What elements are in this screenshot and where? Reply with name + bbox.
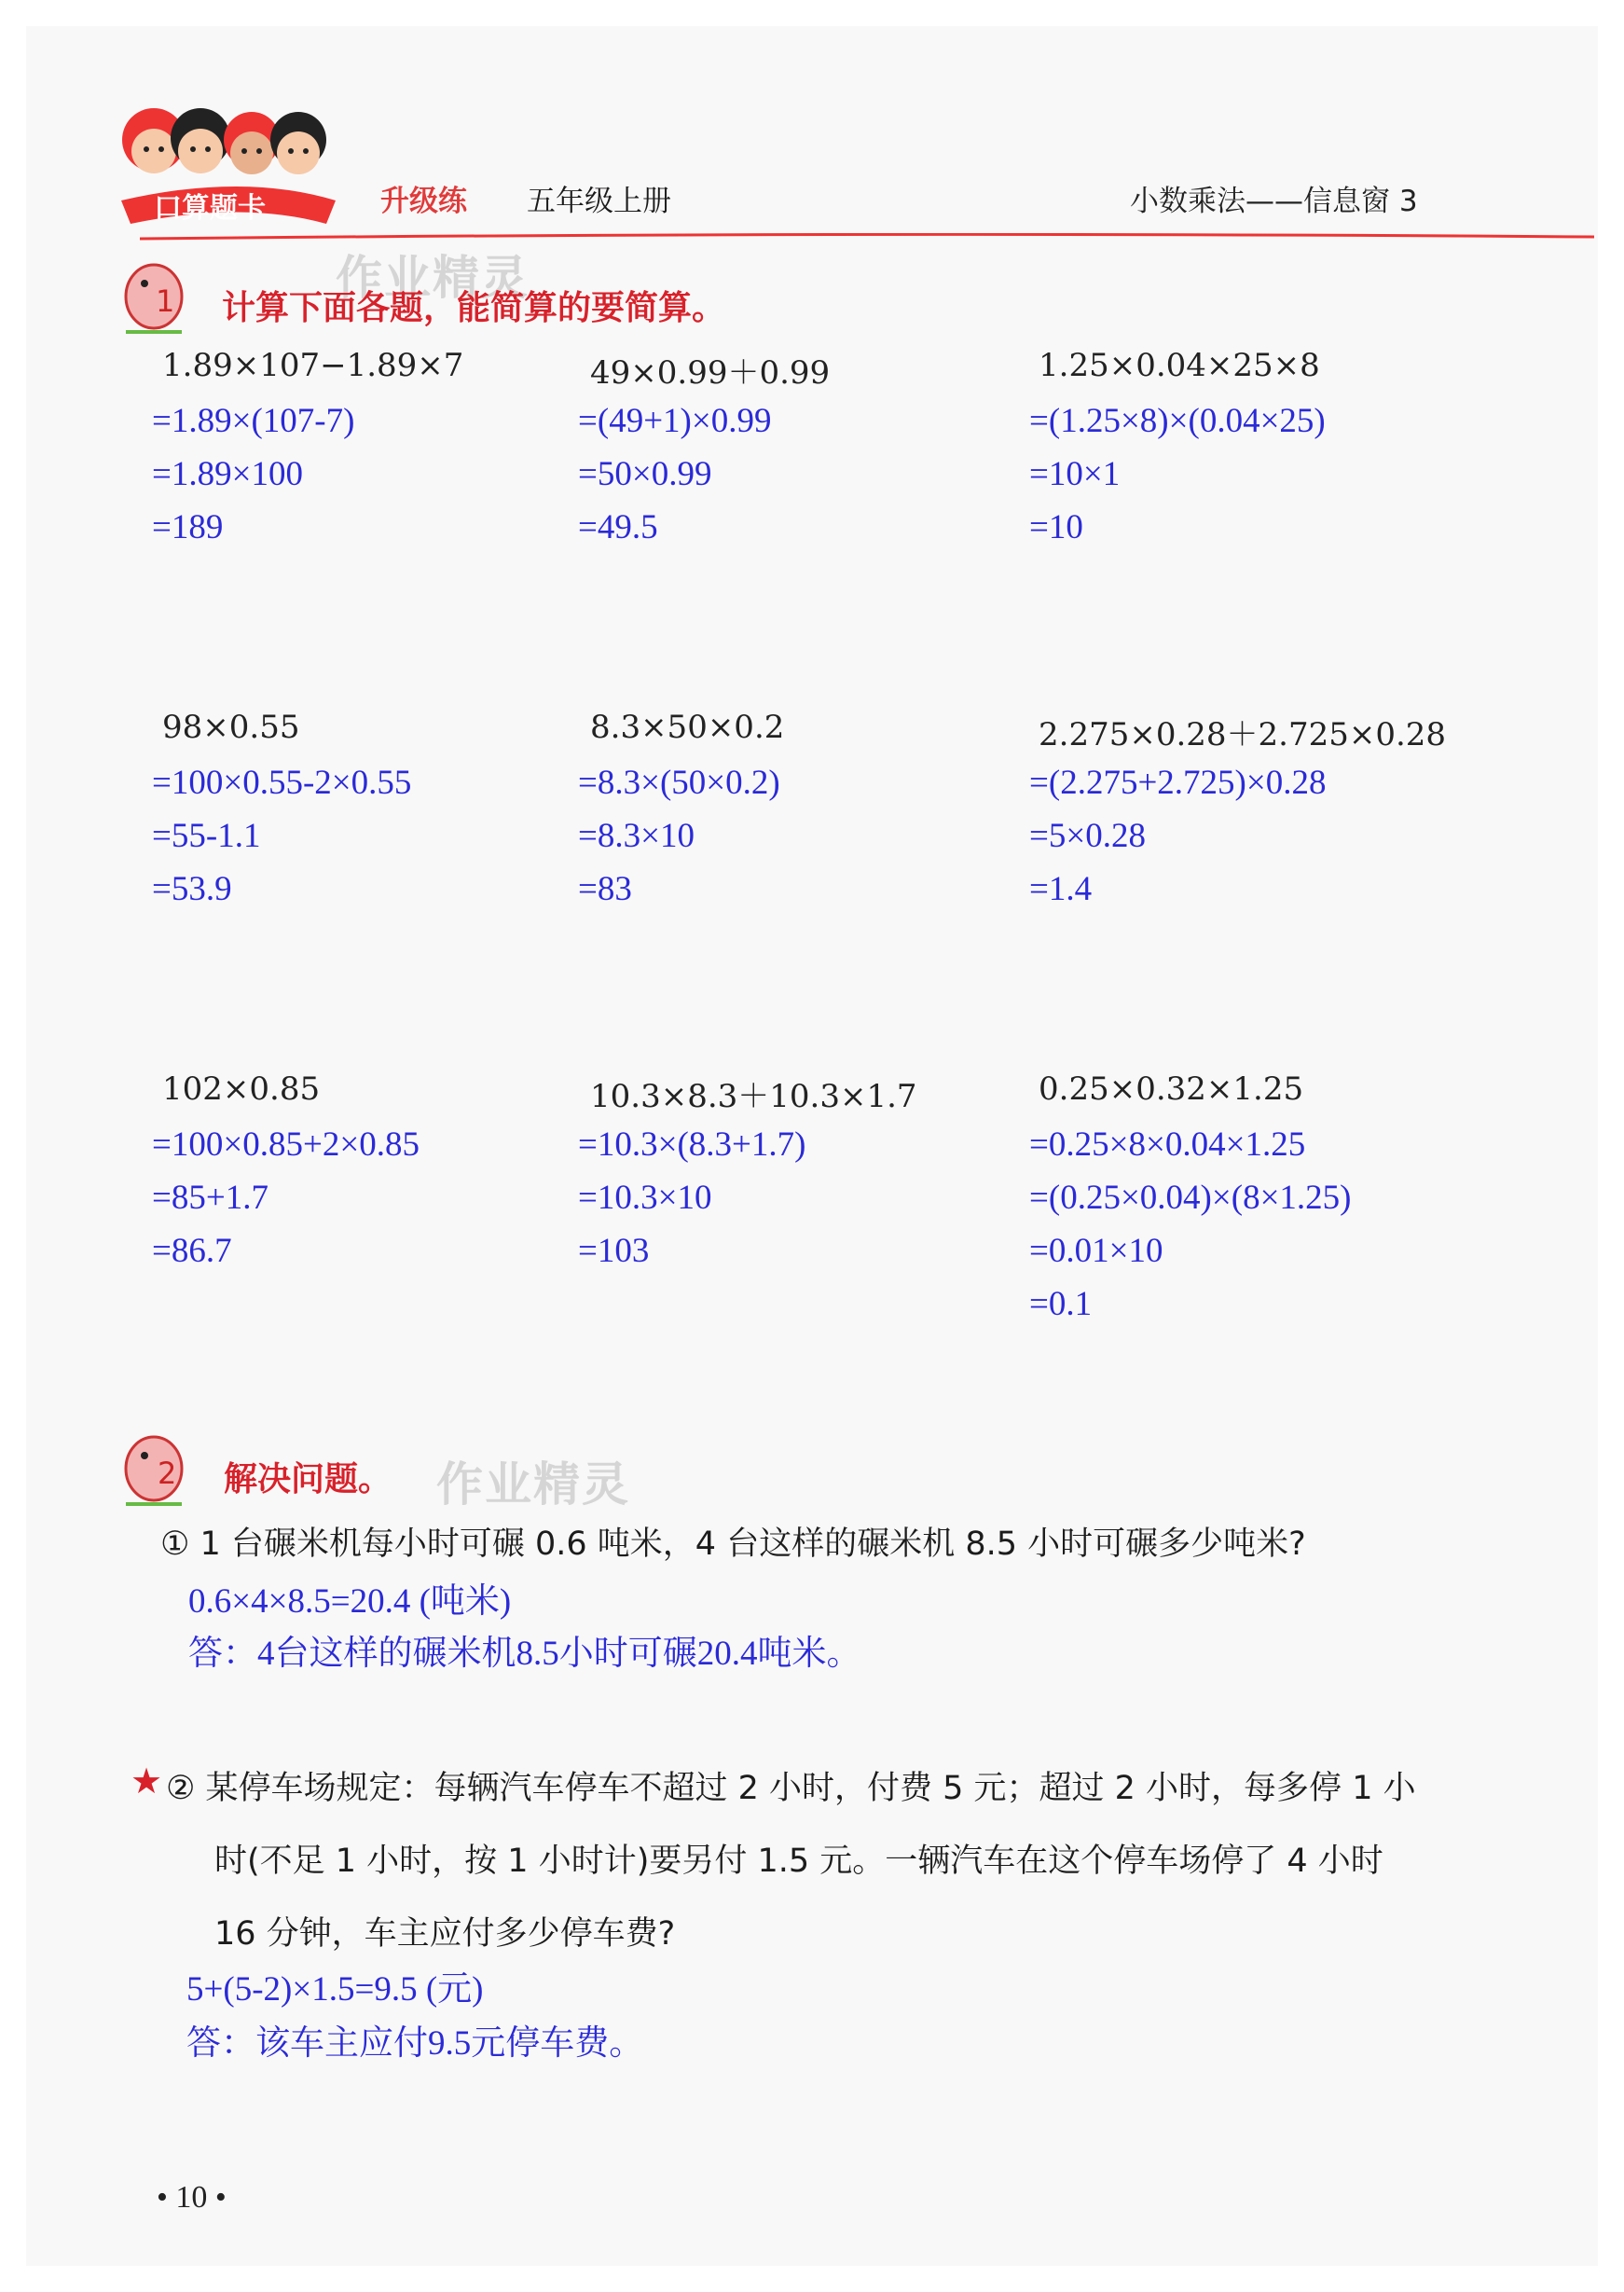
solution-step: =(49+1)×0.99 bbox=[578, 402, 772, 440]
solution-step: =189 bbox=[152, 508, 224, 546]
question-2-line-2: 时(不足 1 小时，按 1 小时计)要另付 1.5 元。一辆汽车在这个停车场停了 4 小时 bbox=[214, 1843, 1383, 1880]
solution-step: =1.89×100 bbox=[152, 455, 303, 493]
solution-step: =50×0.99 bbox=[578, 455, 712, 493]
problem-expression: 1.25×0.04×25×8 bbox=[1039, 347, 1320, 384]
section2-title: 解决问题。 bbox=[224, 1460, 392, 1498]
solution-step: =5×0.28 bbox=[1029, 817, 1146, 855]
solution-step: =(2.275+2.725)×0.28 bbox=[1029, 764, 1327, 802]
solution-step: =10.3×10 bbox=[578, 1179, 712, 1217]
problem-expression: 98×0.55 bbox=[162, 709, 300, 746]
question-2-calculation: 5+(5-2)×1.5=9.5 (元) bbox=[186, 1970, 484, 2009]
solution-step: =(1.25×8)×(0.04×25) bbox=[1029, 402, 1326, 440]
solution-step: =103 bbox=[578, 1232, 650, 1270]
solution-step: =100×0.85+2×0.85 bbox=[152, 1125, 420, 1164]
solution-step: =10.3×(8.3+1.7) bbox=[578, 1125, 806, 1164]
question-2-line-1: ② 某停车场规定：每辆汽车停车不超过 2 小时，付费 5 元；超过 2 小时，每多停 1 小 bbox=[166, 1770, 1416, 1807]
solution-step: =(0.25×0.04)×(8×1.25) bbox=[1029, 1179, 1352, 1217]
question-1-answer: 答：4台这样的碾米机8.5小时可碾20.4吨米。 bbox=[188, 1635, 861, 1673]
solution-step: =8.3×(50×0.2) bbox=[578, 764, 780, 802]
solution-step: =83 bbox=[578, 870, 632, 908]
logo-text: 口算题卡 bbox=[154, 192, 266, 225]
solution-step: =0.1 bbox=[1029, 1285, 1093, 1323]
solution-step: =1.4 bbox=[1029, 870, 1093, 908]
section1-number: 1 bbox=[156, 283, 175, 319]
question-2-answer: 答：该车主应付9.5元停车费。 bbox=[186, 2024, 644, 2063]
problem-expression: 0.25×0.32×1.25 bbox=[1039, 1070, 1304, 1108]
solution-step: =55-1.1 bbox=[152, 817, 261, 855]
solution-step: =53.9 bbox=[152, 870, 232, 908]
problem-expression: 102×0.85 bbox=[162, 1070, 321, 1108]
solution-step: =49.5 bbox=[578, 508, 658, 546]
bird-number-icon bbox=[117, 259, 191, 343]
watermark-text: 作业精灵 bbox=[436, 1457, 630, 1512]
star-icon: ★ bbox=[131, 1760, 163, 1802]
question-1-calculation: 0.6×4×8.5=20.4 (吨米) bbox=[188, 1582, 512, 1621]
problem-expression: 49×0.99＋0.99 bbox=[590, 354, 831, 392]
problem-expression: 1.89×107−1.89×7 bbox=[162, 347, 464, 384]
problem-expression: 2.275×0.28＋2.725×0.28 bbox=[1039, 716, 1447, 753]
problem-expression: 10.3×8.3＋10.3×1.7 bbox=[590, 1078, 917, 1115]
chapter-title: 小数乘法——信息窗 3 bbox=[1130, 185, 1418, 218]
header-divider bbox=[140, 233, 1594, 241]
question-2-line-3: 16 分钟，车主应付多少停车费? bbox=[214, 1915, 676, 1953]
question-1-text: ① 1 台碾米机每小时可碾 0.6 吨米，4 台这样的碾米机 8.5 小时可碾多少吨米? bbox=[160, 1526, 1306, 1563]
bird-number-icon bbox=[117, 1431, 191, 1515]
solution-step: =10×1 bbox=[1029, 455, 1121, 493]
solution-step: =1.89×(107-7) bbox=[152, 402, 355, 440]
solution-step: =85+1.7 bbox=[152, 1179, 268, 1217]
solution-step: =8.3×10 bbox=[578, 817, 695, 855]
solution-step: =100×0.55-2×0.55 bbox=[152, 764, 412, 802]
solution-step: =0.25×8×0.04×1.25 bbox=[1029, 1125, 1306, 1164]
solution-step: =86.7 bbox=[152, 1232, 232, 1270]
solution-step: =10 bbox=[1029, 508, 1083, 546]
page-number: • 10 • bbox=[157, 2180, 227, 2215]
problem-expression: 8.3×50×0.2 bbox=[590, 709, 785, 746]
section2-number: 2 bbox=[158, 1456, 177, 1491]
kids-logo-icon bbox=[103, 84, 382, 233]
solution-step: =0.01×10 bbox=[1029, 1232, 1163, 1270]
watermark-text: 作业精灵 bbox=[336, 251, 530, 305]
series-label: 升级练 bbox=[380, 185, 467, 218]
section1-title: 计算下面各题，能简算的要简算。 bbox=[222, 289, 726, 327]
grade-label: 五年级上册 bbox=[527, 185, 671, 218]
